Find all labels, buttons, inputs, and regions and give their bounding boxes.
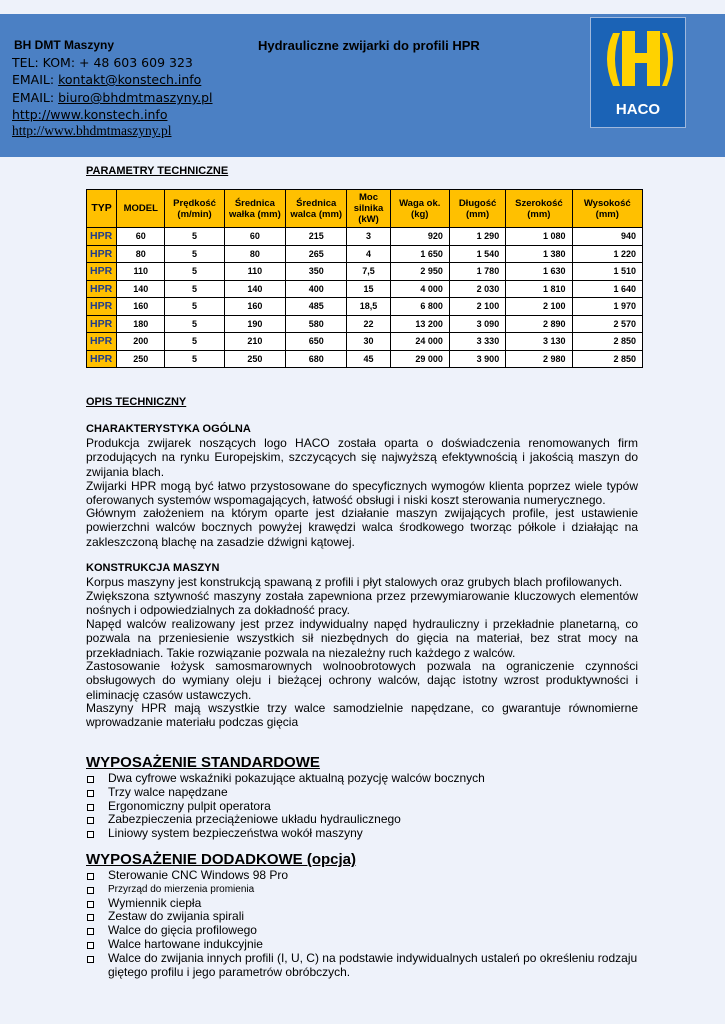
website-link-2[interactable]: http://www.bhdmtmaszyny.pl: [12, 123, 172, 138]
checkbox-bullet-icon: [87, 776, 94, 783]
checkbox-bullet-icon: [87, 804, 94, 811]
table-row: [87, 228, 643, 246]
checkbox-bullet-icon: [87, 901, 94, 908]
table-cell: 5: [165, 263, 224, 281]
spec-section-label: PARAMETRY TECHNICZNE: [86, 165, 229, 177]
table-cell: 265: [286, 245, 347, 263]
table-cell: 2 890: [506, 315, 572, 333]
table-row: [87, 245, 643, 263]
table-cell: 80: [117, 245, 165, 263]
list-item: Trzy walce napędzane: [86, 786, 646, 800]
table-cell: 4 000: [390, 280, 449, 298]
general-paragraph-2: Zwijarki HPR mogą być łatwo przystosowane do specyficznych wymogów klienta poprzez wiele typów oferowanych systemów wspomagających, łatwość obsługi i niski koszt sterowania numerycznego.: [86, 479, 638, 508]
table-cell: 80: [224, 245, 285, 263]
table-cell: 1 510: [572, 263, 642, 281]
table-cell: 18,5: [347, 298, 390, 316]
list-item: Liniowy system bezpieczeństwa wokół maszyny: [86, 827, 646, 841]
table-cell: 180: [117, 315, 165, 333]
table-cell: 680: [286, 350, 347, 368]
description-section-label: OPIS TECHNICZNY: [86, 396, 187, 408]
email-line-1: EMAIL: kontakt@konstech.info: [12, 72, 202, 87]
table-cell: 1 380: [506, 245, 572, 263]
table-cell: 60: [117, 228, 165, 246]
type-cell: HPR: [87, 228, 117, 246]
checkbox-bullet-icon: [87, 887, 94, 894]
table-cell: 5: [165, 350, 224, 368]
table-cell: 920: [390, 228, 449, 246]
table-cell: 5: [165, 245, 224, 263]
table-cell: 3 130: [506, 333, 572, 351]
email-link-1[interactable]: kontakt@konstech.info: [58, 72, 202, 87]
col-header: TYP: [87, 190, 117, 228]
table-cell: 5: [165, 280, 224, 298]
col-header: Długość (mm): [449, 190, 505, 228]
table-cell: 2 980: [506, 350, 572, 368]
construction-paragraph-1: Korpus maszyny jest konstrukcją spawaną z profili i płyt stalowych oraz grubych blach profilowanych.: [86, 575, 623, 589]
logo-text: HACO: [615, 101, 661, 118]
table-cell: 110: [224, 263, 285, 281]
phone-number: TEL: KOM: + 48 603 609 323: [12, 55, 193, 70]
table-cell: 110: [117, 263, 165, 281]
col-header: Wysokość (mm): [572, 190, 642, 228]
table-cell: 400: [286, 280, 347, 298]
table-cell: 2 100: [449, 298, 505, 316]
table-cell: 140: [224, 280, 285, 298]
general-paragraph-3: Głównym założeniem na którym oparte jest działanie maszyn zwijających profile, jest ustawienie powierzchni walców bocznych powyżej krawędzi walca środkowego tworząc półkole i działając na zakleszczoną blachę na zasadzie dźwigni kątowej.: [86, 506, 638, 549]
table-cell: 22: [347, 315, 390, 333]
type-cell: HPR: [87, 280, 117, 298]
table-cell: 940: [572, 228, 642, 246]
checkbox-bullet-icon: [87, 928, 94, 935]
construction-paragraph-4: Zastosowanie łożysk samosmarownych wolnoobrotowych pozwala na ograniczenie czynności obsługowych do wymiany oleju i bieżącej ochrony walców, dając istotny wzrost produktywności i eliminację czasów ustawczych.: [86, 659, 638, 702]
list-item: Wymiennik ciepła: [86, 897, 646, 911]
list-item: Zabezpieczenia przeciążeniowe układu hydraulicznego: [86, 813, 646, 827]
table-cell: 1 650: [390, 245, 449, 263]
table-cell: 29 000: [390, 350, 449, 368]
table-cell: 350: [286, 263, 347, 281]
table-cell: 6 800: [390, 298, 449, 316]
spec-table: [86, 189, 643, 368]
table-cell: 1 810: [506, 280, 572, 298]
col-header: Średnica wałka (mm): [224, 190, 285, 228]
table-cell: 45: [347, 350, 390, 368]
table-row: [87, 315, 643, 333]
table-cell: 650: [286, 333, 347, 351]
type-cell: HPR: [87, 333, 117, 351]
table-cell: 1 630: [506, 263, 572, 281]
table-cell: 7,5: [347, 263, 390, 281]
table-cell: 2 570: [572, 315, 642, 333]
website-link-1[interactable]: http://www.konstech.info: [12, 107, 168, 122]
list-item: Walce do gięcia profilowego: [86, 924, 646, 938]
optional-equipment-list: [86, 869, 646, 979]
type-cell: HPR: [87, 263, 117, 281]
table-cell: 580: [286, 315, 347, 333]
table-cell: 5: [165, 315, 224, 333]
col-header: MODEL: [117, 190, 165, 228]
table-cell: 1 080: [506, 228, 572, 246]
list-item: Walce hartowane indukcyjnie: [86, 938, 646, 952]
col-header: Średnica walca (mm): [286, 190, 347, 228]
table-cell: 1 290: [449, 228, 505, 246]
email-link-2[interactable]: biuro@bhdmtmaszyny.pl: [58, 90, 213, 105]
table-row: [87, 280, 643, 298]
construction-paragraph-5: Maszyny HPR mają wszystkie trzy walce samodzielnie napędzane, co gwarantuje równomierne wprowadzanie materiału podczas gięcia: [86, 701, 638, 730]
type-cell: HPR: [87, 315, 117, 333]
list-item: Ergonomiczny pulpit operatora: [86, 800, 646, 814]
table-cell: 1 220: [572, 245, 642, 263]
table-cell: 160: [117, 298, 165, 316]
checkbox-bullet-icon: [87, 873, 94, 880]
table-row: [87, 263, 643, 281]
table-cell: 24 000: [390, 333, 449, 351]
table-row: [87, 350, 643, 368]
table-cell: 250: [224, 350, 285, 368]
table-cell: 1 640: [572, 280, 642, 298]
table-cell: 5: [165, 298, 224, 316]
col-header: Waga ok. (kg): [390, 190, 449, 228]
general-paragraph-1: Produkcja zwijarek noszących logo HACO została oparta o doświadczenia renomowanych firm przodujących na rynku Europejskim, szczycących się najwyższą efektywnością i jakością maszyn do zwijania blach.: [86, 436, 638, 479]
table-cell: 2 100: [506, 298, 572, 316]
table-row: [87, 298, 643, 316]
table-cell: 30: [347, 333, 390, 351]
company-name: BH DMT Maszyny: [14, 38, 115, 52]
table-cell: 1 540: [449, 245, 505, 263]
checkbox-bullet-icon: [87, 817, 94, 824]
construction-paragraph-2: Zwiększona sztywność maszyny została zapewniona przez przewymiarowanie kluczowych elementów nośnych i odpowiedzialnych za dokładność pracy.: [86, 589, 638, 618]
construction-heading: KONSTRUKCJA MASZYN: [86, 562, 220, 574]
table-cell: 2 850: [572, 333, 642, 351]
type-cell: HPR: [87, 350, 117, 368]
table-cell: 3 090: [449, 315, 505, 333]
type-cell: HPR: [87, 245, 117, 263]
table-cell: 190: [224, 315, 285, 333]
list-item: Walce do zwijania innych profili (I, U, C) na podstawie indywidualnych ustaleń po określeniu rodzaju giętego profilu i jego parametrów obróbczych.: [86, 952, 646, 980]
haco-logo-mark-icon: [591, 18, 685, 98]
table-cell: 485: [286, 298, 347, 316]
table-cell: 3: [347, 228, 390, 246]
checkbox-bullet-icon: [87, 914, 94, 921]
table-cell: 1 780: [449, 263, 505, 281]
spec-table-header: [87, 190, 643, 228]
email-line-2: EMAIL: biuro@bhdmtmaszyny.pl: [12, 90, 213, 105]
table-cell: 210: [224, 333, 285, 351]
table-cell: 250: [117, 350, 165, 368]
col-header: Moc silnika (kW): [347, 190, 390, 228]
checkbox-bullet-icon: [87, 831, 94, 838]
table-cell: 160: [224, 298, 285, 316]
table-cell: 60: [224, 228, 285, 246]
construction-paragraph-3: Napęd walców realizowany jest przez indywidualny napęd hydrauliczny i przekładnie planetarną, co pozwala na przeniesienie wszystkich sił niezbędnych do gięcia na materiał, bez strat mocy na przekładniach. Takie rozwiązanie pozwala na niezależny ruch każdego z walców.: [86, 617, 638, 660]
table-cell: 5: [165, 228, 224, 246]
table-cell: 2 850: [572, 350, 642, 368]
general-heading: CHARAKTERYSTYKA OGÓLNA: [86, 423, 251, 435]
list-item: Sterowanie CNC Windows 98 Pro: [86, 869, 646, 883]
table-cell: 140: [117, 280, 165, 298]
list-item: Przyrząd do mierzenia promienia: [86, 883, 646, 897]
table-row: [87, 333, 643, 351]
table-cell: 2 030: [449, 280, 505, 298]
list-item: Dwa cyfrowe wskaźniki pokazujące aktualną pozycję walców bocznych: [86, 772, 646, 786]
table-cell: 13 200: [390, 315, 449, 333]
standard-equipment-heading: WYPOSAŻENIE STANDARDOWE: [86, 754, 320, 771]
table-cell: 4: [347, 245, 390, 263]
table-cell: 15: [347, 280, 390, 298]
table-cell: 200: [117, 333, 165, 351]
list-item: Zestaw do zwijania spirali: [86, 910, 646, 924]
checkbox-bullet-icon: [87, 790, 94, 797]
table-cell: 3 900: [449, 350, 505, 368]
haco-logo: [590, 17, 686, 128]
checkbox-bullet-icon: [87, 942, 94, 949]
table-cell: 5: [165, 333, 224, 351]
type-cell: HPR: [87, 298, 117, 316]
optional-equipment-heading: WYPOSAŻENIE DODADKOWE (opcja): [86, 851, 357, 868]
table-cell: 2 950: [390, 263, 449, 281]
table-cell: 215: [286, 228, 347, 246]
document-title: Hydrauliczne zwijarki do profili HPR: [258, 38, 480, 53]
website-line-1: [12, 107, 167, 122]
col-header: Szerokość (mm): [506, 190, 572, 228]
col-header: Prędkość (m/min): [165, 190, 224, 228]
checkbox-bullet-icon: [87, 956, 94, 963]
website-line-2: [12, 123, 172, 139]
standard-equipment-list: [86, 772, 646, 841]
table-cell: 1 970: [572, 298, 642, 316]
table-cell: 3 330: [449, 333, 505, 351]
